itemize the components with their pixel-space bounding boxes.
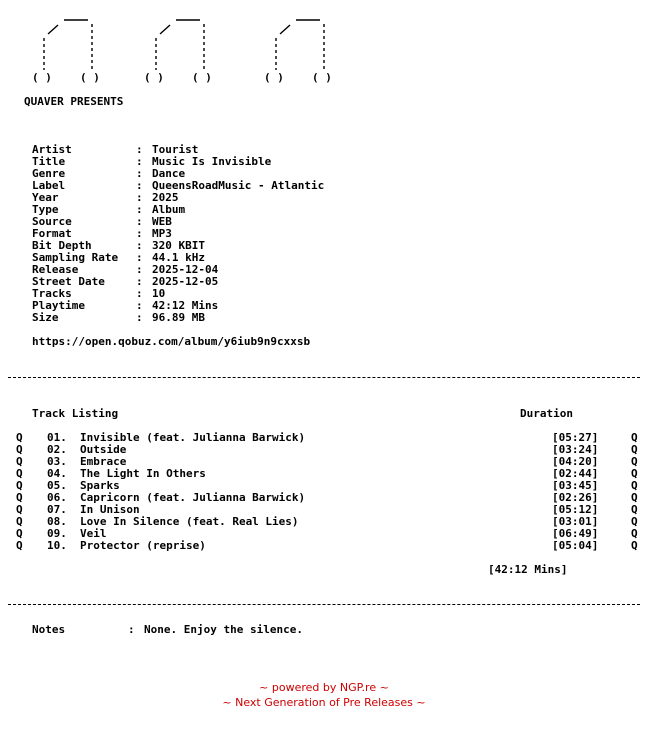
info-value: Dance [152,167,186,180]
track-title: Veil [80,527,107,540]
track-title: Capricorn (feat. Julianna Barwick) [80,491,306,504]
album-url[interactable]: https://open.qobuz.com/album/y6iub9n9cxxsb [32,335,311,348]
info-key: Street Date [32,275,105,288]
info-separator: : [136,167,143,180]
info-value: Album [152,203,186,216]
track-marker-right: Q [631,491,638,504]
info-separator: : [136,311,143,324]
track-number: 03. [47,455,67,468]
svg-text:( ): ( ) [144,71,164,84]
track-marker-left: Q [16,431,23,444]
info-row [0,216,648,228]
info-key: Title [32,155,66,168]
track-title: Outside [80,443,127,456]
track-number: 05. [47,479,67,492]
info-row [0,312,648,324]
track-marker-right: Q [631,443,638,456]
info-row [0,288,648,300]
total-playtime: [42:12 Mins] [488,563,568,576]
track-duration: [05:04] [552,539,599,552]
footer-tagline: ~ Next Generation of Pre Releases ~ [222,696,426,709]
track-duration: [03:45] [552,479,599,492]
info-row [0,204,648,216]
track-title: The Light In Others [80,467,206,480]
track-title: Sparks [80,479,120,492]
track-marker-right: Q [631,503,638,516]
divider-top [8,377,640,378]
track-number: 06. [47,491,67,504]
info-row [0,180,648,192]
duration-heading: Duration [520,407,573,420]
track-title: Invisible (feat. Julianna Barwick) [80,431,306,444]
track-marker-left: Q [16,455,23,468]
track-duration: [02:26] [552,491,599,504]
info-separator: : [136,287,143,300]
info-value: Tourist [152,143,199,156]
info-separator: : [136,179,143,192]
track-number: 04. [47,467,67,480]
track-duration: [03:01] [552,515,599,528]
track-marker-left: Q [16,503,23,516]
info-separator: : [136,299,143,312]
track-marker-right: Q [631,431,638,444]
info-value: 42:12 Mins [152,299,219,312]
track-marker-left: Q [16,479,23,492]
info-key: Sampling Rate [32,251,119,264]
info-separator: : [136,227,143,240]
info-key: Type [32,203,59,216]
info-separator: : [136,203,143,216]
info-separator: : [136,239,143,252]
svg-text:( ): ( ) [192,71,212,84]
notes-value: None. Enjoy the silence. [144,623,303,636]
tracklist-heading: Track Listing [32,407,119,420]
info-value: 2025 [152,191,179,204]
track-marker-left: Q [16,443,23,456]
notes-label: Notes [32,623,66,636]
track-duration: [03:24] [552,443,599,456]
info-key: Artist [32,143,72,156]
info-key: Label [32,179,66,192]
info-key: Release [32,263,79,276]
track-marker-right: Q [631,479,638,492]
info-key: Playtime [32,299,85,312]
info-value: QueensRoadMusic - Atlantic [152,179,325,192]
info-value: MP3 [152,227,172,240]
track-duration: [05:12] [552,503,599,516]
info-separator: : [136,143,143,156]
info-separator: : [136,155,143,168]
info-value: 2025-12-05 [152,275,219,288]
info-row [0,192,648,204]
info-value: 2025-12-04 [152,263,219,276]
divider-bottom [8,604,640,605]
notes-separator: : [128,623,135,636]
track-marker-left: Q [16,539,23,552]
info-row [0,252,648,264]
info-row [0,300,648,312]
track-duration: [02:44] [552,467,599,480]
track-number: 07. [47,503,67,516]
info-key: Source [32,215,72,228]
track-number: 10. [47,539,67,552]
track-marker-right: Q [631,539,638,552]
info-value: 96.89 MB [152,311,205,324]
track-marker-right: Q [631,515,638,528]
info-key: Year [32,191,59,204]
track-marker-left: Q [16,515,23,528]
info-row [0,156,648,168]
info-separator: : [136,251,143,264]
info-separator: : [136,275,143,288]
track-title: In Unison [80,503,140,516]
track-number: 09. [47,527,67,540]
track-title: Embrace [80,455,127,468]
track-duration: [06:49] [552,527,599,540]
info-row [0,168,648,180]
track-title: Protector (reprise) [80,539,206,552]
svg-text:( ): ( ) [32,71,52,84]
info-key: Size [32,311,59,324]
info-value: 44.1 kHz [152,251,205,264]
track-title: Love In Silence (feat. Real Lies) [80,515,299,528]
info-value: WEB [152,215,172,228]
track-number: 02. [47,443,67,456]
presenter-title: QUAVER PRESENTS [24,95,124,108]
info-key: Tracks [32,287,72,300]
track-marker-left: Q [16,491,23,504]
info-separator: : [136,191,143,204]
track-number: 01. [47,431,67,444]
info-key: Format [32,227,72,240]
svg-text:( ): ( ) [312,71,332,84]
track-marker-left: Q [16,527,23,540]
info-row [0,228,648,240]
track-duration: [04:20] [552,455,599,468]
info-separator: : [136,263,143,276]
info-value: 320 KBIT [152,239,205,252]
info-value: 10 [152,287,166,300]
track-marker-left: Q [16,467,23,480]
track-marker-right: Q [631,527,638,540]
info-row [0,144,648,156]
info-separator: : [136,215,143,228]
svg-text:( ): ( ) [80,71,100,84]
track-row [0,540,648,552]
track-marker-right: Q [631,467,638,480]
footer-powered-by: ~ powered by NGP.re ~ [259,681,389,694]
track-number: 08. [47,515,67,528]
quaver-logo-art [28,14,358,94]
track-marker-right: Q [631,455,638,468]
info-value: Music Is Invisible [152,155,272,168]
track-duration: [05:27] [552,431,599,444]
info-key: Genre [32,167,66,180]
info-row [0,276,648,288]
info-key: Bit Depth [32,239,92,252]
svg-text:( ): ( ) [264,71,284,84]
